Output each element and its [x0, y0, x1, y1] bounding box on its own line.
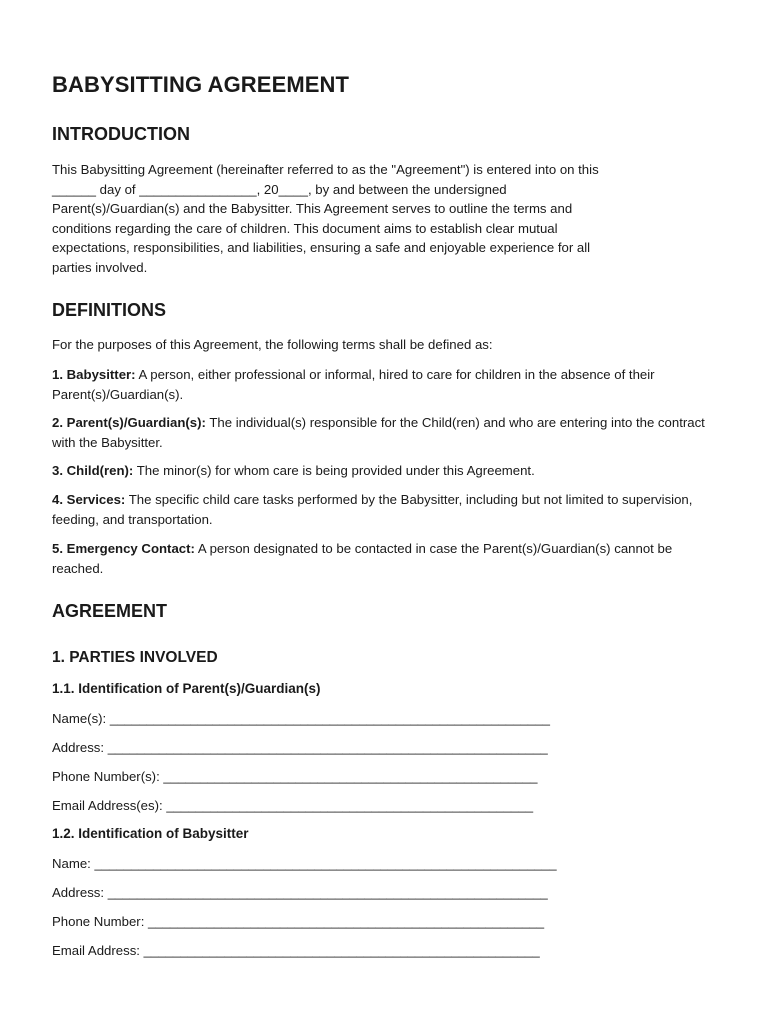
babysitter-name-field[interactable]: Name: _______________________________________________________________ — [52, 856, 557, 871]
parent-identification-heading: 1.1. Identification of Parent(s)/Guardian(s) — [52, 681, 321, 696]
parent-email-field[interactable]: Email Address(es): __________________________________________________ — [52, 798, 534, 813]
intro-line: Parent(s)/Guardian(s) and the Babysitter. This Agreement serves to outline the terms and — [52, 201, 573, 217]
introduction-heading: INTRODUCTION — [52, 124, 190, 144]
intro-line: parties involved. — [52, 259, 148, 275]
definition-item — [52, 490, 724, 529]
document-title: BABYSITTING AGREEMENT — [52, 72, 350, 97]
definition-term: 4. Services: — [52, 492, 126, 507]
definition-text: A person, either professional or informal, hired to care for children in the absence of their Parent(s)/Guardian(s). — [52, 367, 655, 402]
definition-term: 1. Babysitter: — [52, 367, 136, 382]
babysitter-identification-heading: 1.2. Identification of Babysitter — [52, 826, 249, 841]
definition-text: The individual(s) responsible for the Child(ren) and who are entering into the contract with the Babysitter. — [52, 415, 705, 450]
definition-item — [52, 539, 724, 578]
definition-text: The specific child care tasks performed by the Babysitter, including but not limited to supervision, feeding, and transportation. — [52, 492, 693, 527]
parent-phone-field[interactable]: Phone Number(s): ___________________________________________________ — [52, 769, 538, 784]
introduction-paragraph — [52, 160, 724, 278]
definition-text: A person designated to be contacted in case the Parent(s)/Guardian(s) cannot be reached. — [52, 541, 673, 576]
definitions-heading: DEFINITIONS — [52, 300, 167, 320]
babysitter-phone-field[interactable]: Phone Number: ______________________________________________________ — [52, 914, 545, 929]
babysitter-email-field[interactable]: Email Address: ______________________________________________________ — [52, 943, 540, 958]
definition-term: 5. Emergency Contact: — [52, 541, 195, 556]
definition-item — [52, 413, 724, 452]
parent-address-field[interactable]: Address: ____________________________________________________________ — [52, 740, 548, 755]
intro-line: ______ day of ________________, 20____, by and between the undersigned — [52, 181, 507, 197]
agreement-heading: AGREEMENT — [52, 601, 168, 621]
definition-term: 2. Parent(s)/Guardian(s): — [52, 415, 206, 430]
parties-heading: 1. PARTIES INVOLVED — [52, 649, 218, 666]
definition-item — [52, 365, 724, 404]
babysitter-address-field[interactable]: Address: ____________________________________________________________ — [52, 885, 548, 900]
definition-term: 3. Child(ren): — [52, 463, 134, 478]
parent-name-field[interactable]: Name(s): ____________________________________________________________ — [52, 711, 550, 726]
intro-line: expectations, responsibilities, and liabilities, ensuring a safe and enjoyable experience for all — [52, 240, 591, 256]
definition-text: The minor(s) for whom care is being provided under this Agreement. — [133, 463, 535, 478]
definition-item — [52, 461, 724, 481]
definitions-intro: For the purposes of this Agreement, the following terms shall be defined as: — [52, 337, 493, 352]
intro-line: This Babysitting Agreement (hereinafter referred to as the "Agreement") is entered into on this — [52, 162, 599, 177]
intro-line: conditions regarding the care of children. This document aims to establish clear mutual — [52, 220, 558, 236]
